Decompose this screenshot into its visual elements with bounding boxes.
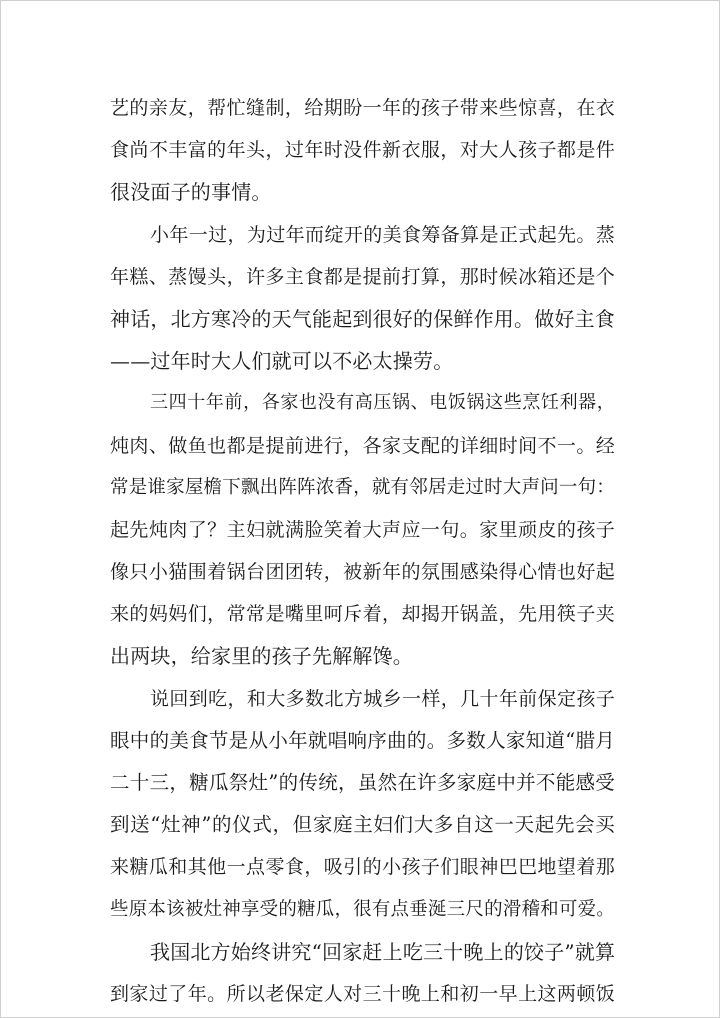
text-line: 常是谁家屋檐下飘出阵阵浓香，就有邻居走过时大声问一句： — [110, 476, 615, 498]
text-line: 三四十年前，各家也没有高压锅、电饭锅这些烹饪利器， — [150, 392, 615, 414]
text-line: 说回到吃，和大多数北方城乡一样，几十年前保定孩子 — [150, 687, 615, 710]
text-line: 神话，北方寒冷的天气能起到很好的保鲜作用。做好主食 — [110, 306, 615, 331]
text-line: 年糕、蒸馒头，许多主食都是提前打算，那时候冰箱还是个 — [110, 265, 615, 288]
paragraph-3 — [110, 382, 615, 677]
paragraph-2 — [110, 214, 615, 383]
text-line: 起先炖肉了？主妇就满脸笑着大声应一句。家里顽皮的孩子 — [110, 518, 615, 541]
text-line: 眼中的美食节是从小年就唱响序曲的。多数人家知道“腊月 — [110, 728, 615, 752]
text-line: 来的妈妈们，常常是嘴里呵斥着，却揭开锅盖，先用筷子夹 — [110, 603, 615, 626]
paragraph-1 — [110, 87, 615, 214]
text-line: 到家过了年。所以老保定人对三十晚上和初一早上这两顿饭 — [110, 982, 615, 1005]
text-line: ——过年时大人们就可以不必太操劳。 — [110, 349, 454, 374]
text-line: 我国北方始终讲究“回家赶上吃三十晚上的饺子”就算 — [150, 939, 616, 964]
text-line: 些原本该被灶神享受的糖瓜，很有点垂涎三尺的滑稽和可爱。 — [110, 898, 615, 920]
body-text — [110, 87, 615, 1015]
text-line: 艺的亲友，帮忙缝制，给期盼一年的孩子带来些惊喜，在衣 — [110, 97, 615, 119]
text-line: 像只小猫围着锅台团团转，被新年的氛围感染得心情也好起 — [110, 561, 615, 584]
paragraph-5 — [110, 931, 615, 1015]
text-line: 二十三，糖瓜祭灶”的传统，虽然在许多家庭中并不能感受 — [110, 771, 615, 794]
text-line: 炖肉、做鱼也都是提前进行，各家支配的详细时间不一。经 — [110, 434, 615, 457]
paragraph-4 — [110, 678, 615, 931]
text-line: 很没面子的事情。 — [110, 180, 272, 205]
text-line: 食尚不丰富的年头，过年时没件新衣服，对大人孩子都是件 — [110, 139, 615, 162]
text-line: 来糖瓜和其他一点零食，吸引的小孩子们眼神巴巴地望着那 — [110, 856, 615, 879]
text-line: 到送“灶神”的仪式，但家庭主妇们大多自这一天起先会买 — [110, 813, 615, 837]
text-line: 出两块，给家里的孩子先解解馋。 — [110, 644, 413, 669]
text-line: 小年一过，为过年而绽开的美食筹备算是正式起先。蒸 — [150, 223, 615, 246]
